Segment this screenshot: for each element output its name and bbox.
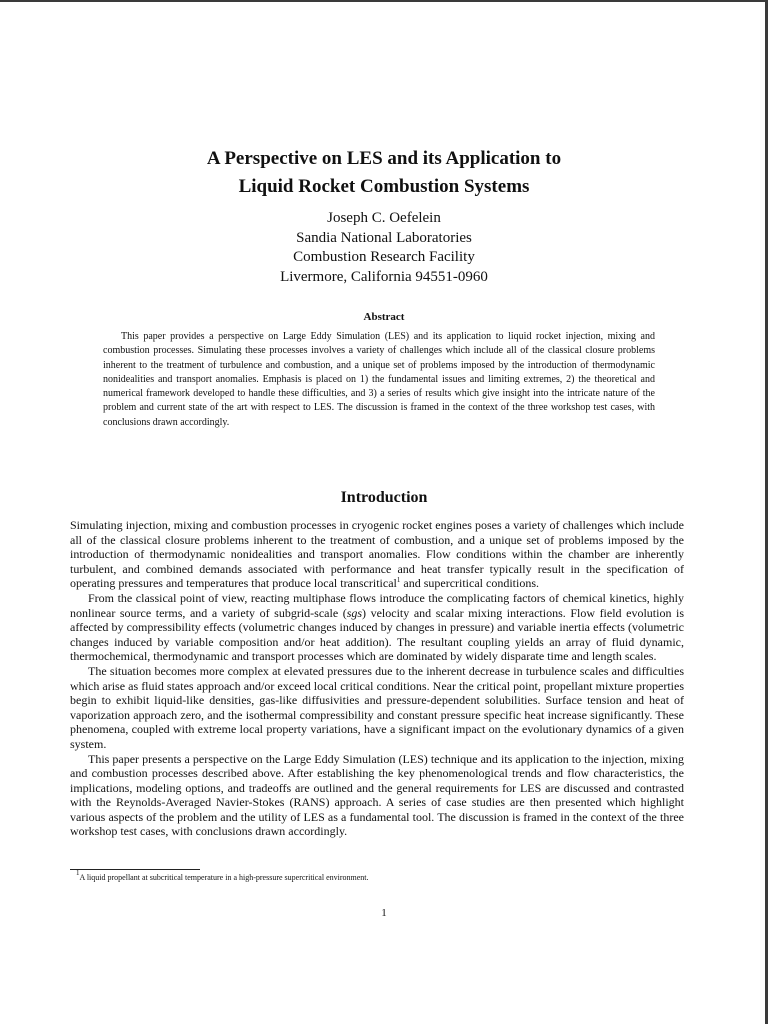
intro-paragraph-3: The situation becomes more complex at elevated pressures due to the inherent decrease in turbulence scales and difficulties which arise as fluid states approach and/or exceed local critical conditions. Near the critical point, propellant mixture properties begin to exhibit liquid-like densities, gas-like diffusivities and pressure-dependent solubilities. Surface tension and heat of vaporization approach zero, and the isothermal compressibility and constant pressure specific heat increase significantly. These phenomena, coupled with extreme local property variations, have a significant impact on the evolutionary dynamics of a given system. xyxy=(70,663,684,751)
intro-p2-text-end: ) velocity and scalar mixing interactions. Flow field evolution is affected by compressibility effects (volumetric changes induced by changes in pressure) and variable inertia effects (volumetric changes induced by variable composition and/or heat addition). The resultant coupling yields an array of fluid dynamic, thermochemical, thermodynamic and transport processes which are dominated by widely disparate time and length scales. xyxy=(70,605,685,664)
intro-p1-text: Simulating injection, mixing and combustion processes in cryogenic rocket engines poses a variety of challenges which include all of the classical closure problems inherent to the treatment of combustion, and a unique set of problems imposed by the introduction of thermodynamic nonidealities and transport anomalies. Flow conditions within the chamber are inherently turbulent, and combined demands associated with performance and heat transfer typically result in the specification of operating pressures and temperatures that produce local transcritical xyxy=(70,518,684,591)
abstract-text: This paper provides a perspective on Large Eddy Simulation (LES) and its application to liquid rocket injection, mixing and combustion processes. Simulating these processes involves a variety of challenges which include all of the classical closure problems inherent to the treatment of turbulence and combustion, and a unique set of problems imposed by the introduction of thermodynamic nonidealities and transport anomalies. Emphasis is placed on 1) the fundamental issues and limiting extremes, 2) the theoretical and numerical framework developed to handle these difficulties, and 3) a series of results which give insight into the intricate nature of the problem and current state of the art with respect to LES. The discussion is framed in the context of the three workshop test cases, with conclusions drawn accordingly. xyxy=(103,331,655,428)
introduction-heading: Introduction xyxy=(340,489,428,506)
paper-title xyxy=(0,145,768,201)
intro-p1-text-end: and supercritical conditions. xyxy=(400,576,540,591)
author-department: Combustion Research Facility xyxy=(293,249,475,265)
footnote-reference: 1 xyxy=(396,576,401,585)
author-institution: Sandia National Laboratories xyxy=(296,229,472,246)
footnote-text: A liquid propellant at subcritical temperature in a high-pressure supercritical environment. xyxy=(79,873,369,882)
footnote-mark: 1 xyxy=(76,869,80,877)
intro-p2-italic: sgs xyxy=(346,605,363,620)
title-line-2: Liquid Rocket Combustion Systems xyxy=(238,176,530,197)
intro-p2-text: From the classical point of view, reacting multiphase flows introduce the complicating factors of chemical kinetics, highly nonlinear source terms, and a variety of subgrid-scale ( xyxy=(70,590,684,620)
title-line-1: A Perspective on LES and its Application to xyxy=(206,148,562,169)
abstract-heading: Abstract xyxy=(363,311,405,323)
footnote-rule xyxy=(70,869,200,870)
footnote xyxy=(70,869,684,883)
page-number: 1 xyxy=(381,907,387,919)
intro-paragraph-4: This paper presents a perspective on the Large Eddy Simulation (LES) technique and its application to the injection, mixing and combustion processes described above. After establishing the key phenomenological trends and flow characteristics, the implications, modeling options, and tradeoffs are outlined and the general requirements for LES are discussed and contrasted with the Reynolds-Averaged Navier-Stokes (RANS) approach. A series of case studies are then presented which highlight various aspects of the problem and the utility of LES as a fundamental tool. The discussion is framed in the context of the three workshop test cases, with conclusions drawn accordingly. xyxy=(70,751,684,839)
scan-edge-top xyxy=(0,0,768,2)
author-block xyxy=(0,209,768,287)
intro-paragraph-2 xyxy=(70,591,684,664)
intro-paragraph-1 xyxy=(70,518,684,591)
author-name: Joseph C. Oefelein xyxy=(327,210,441,226)
author-location: Livermore, California 94551-0960 xyxy=(280,268,488,285)
introduction-body xyxy=(70,518,684,839)
